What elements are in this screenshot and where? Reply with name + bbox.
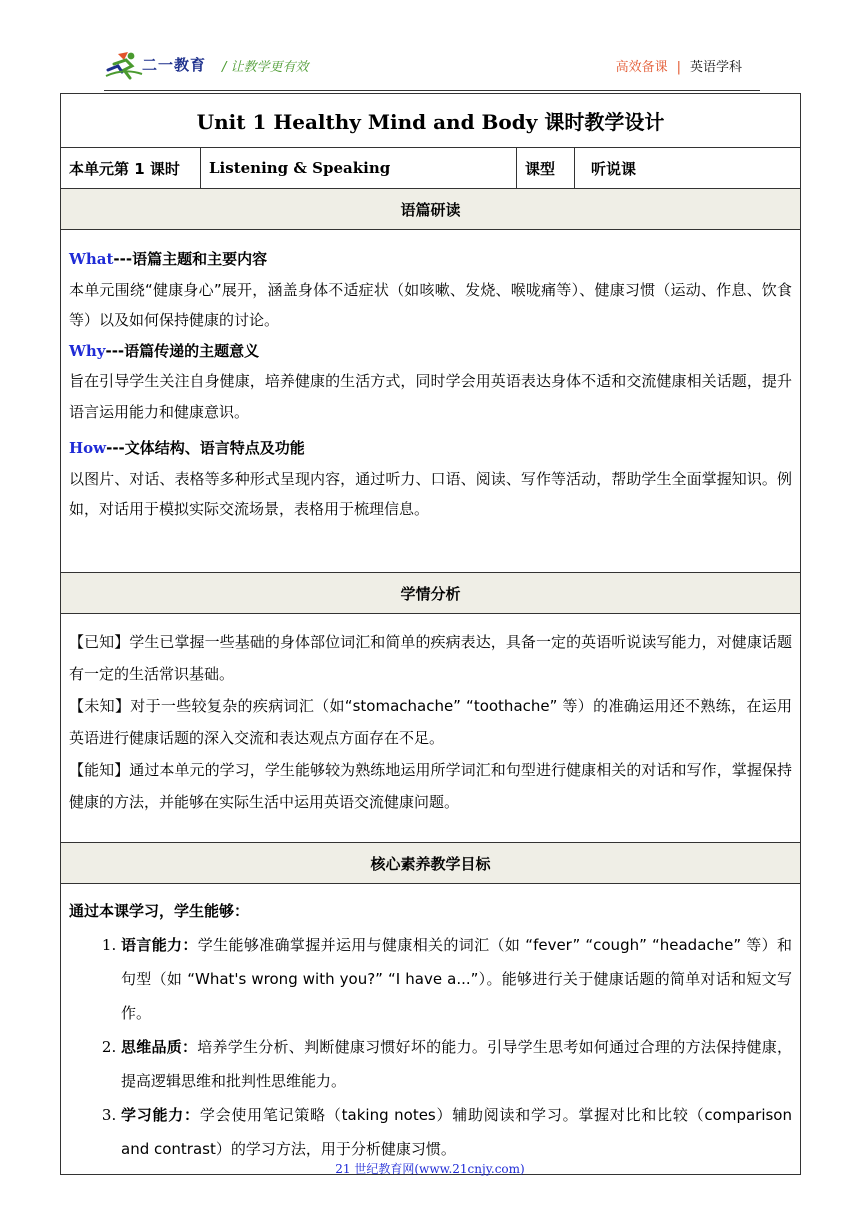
- why-heading: [69, 336, 792, 367]
- header-rule: [104, 90, 760, 91]
- goal-label: 学习能力：: [121, 1106, 200, 1124]
- goal-item: [121, 928, 792, 1030]
- page-title: Unit 1 Healthy Mind and Body 课时教学设计: [61, 94, 801, 148]
- section-header-goals: 核心素养教学目标: [61, 843, 801, 884]
- how-keyword: How: [69, 439, 107, 457]
- footer-link[interactable]: 21 世纪教育网(www.21cnjy.com): [335, 1162, 525, 1176]
- lesson-info-row: [61, 148, 801, 189]
- analysis-learnable: 【能知】通过本单元的学习，学生能够较为熟练地运用所学词汇和句型进行健康相关的对话和写作，掌握保持健康的方法，并能够在实际生活中运用英语交流健康问题。: [69, 761, 792, 811]
- student-analysis-section: [61, 614, 801, 843]
- header-divider: |: [676, 60, 681, 75]
- lesson-type-label: 课型: [517, 148, 575, 189]
- lesson-period: 本单元第 1 课时: [61, 148, 201, 189]
- header-right: [616, 56, 742, 75]
- goal-text: 学会使用笔记策略（taking notes）辅助阅读和学习。掌握对比和比较（comparison and contrast）的学习方法，用于分析健康习惯。: [121, 1106, 792, 1158]
- goal-label: 思维品质：: [121, 1038, 198, 1056]
- header-slogan: / 让教学更有效: [222, 60, 309, 75]
- text-study-section: [61, 230, 801, 573]
- lesson-plan-table: [60, 93, 801, 1175]
- lesson-topic: Listening & Speaking: [201, 148, 517, 189]
- header-tag-subject: 英语学科: [689, 60, 742, 75]
- goal-text: 学生能够准确掌握并运用与健康相关的词汇（如 “fever” “cough” “headache” 等）和句型（如 “What's wrong with you?” “I have a...”）。能够进行关于健康话题的简单对话和短文写作。: [121, 936, 792, 1022]
- logo-text: 二一教育: [142, 56, 207, 74]
- why-body: 旨在引导学生关注自身健康，培养健康的生活方式，同时学会用英语表达身体不适和交流健康相关话题，提升语言运用能力和健康意识。: [69, 372, 792, 421]
- header-tag-efficient: 高效备课: [615, 60, 668, 75]
- section-header-student-analysis: 学情分析: [61, 573, 801, 614]
- goals-intro: 通过本课学习，学生能够：: [69, 902, 250, 920]
- how-heading: [69, 433, 792, 464]
- why-keyword: Why: [69, 341, 106, 360]
- what-keyword: What: [69, 250, 114, 268]
- analysis-unknown: 【未知】对于一些较复杂的疾病词汇（如“stomachache” “toothache” 等）的准确运用还不熟练，在运用英语进行健康话题的深入交流和表达观点方面存在不足。: [69, 697, 792, 747]
- section-header-text-study: 语篇研读: [61, 189, 801, 230]
- goal-item: [121, 1030, 792, 1098]
- goal-item: [121, 1098, 792, 1166]
- how-body: 以图片、对话、表格等多种形式呈现内容，通过听力、口语、阅读、写作等活动，帮助学生全面掌握知识。例如，对话用于模拟实际交流场景，表格用于梳理信息。: [69, 469, 792, 518]
- goals-list: [69, 928, 792, 1166]
- goal-label: 语言能力：: [121, 936, 198, 954]
- goals-section: [61, 884, 801, 1175]
- what-heading-text: ---语篇主题和主要内容: [113, 250, 268, 268]
- how-heading-text: ---文体结构、语言特点及功能: [106, 439, 305, 457]
- why-heading-text: ---语篇传递的主题意义: [105, 341, 260, 360]
- analysis-known: 【已知】学生已掌握一些基础的身体部位词汇和简单的疾病表达，具备一定的英语听说读写能力，对健康话题有一定的生活常识基础。: [69, 633, 792, 683]
- what-body: 本单元围绕“健康身心”展开，涵盖身体不适症状（如咳嗽、发烧、喉咙痛等）、健康习惯（运动、作息、饮食等）以及如何保持健康的讨论。: [69, 280, 792, 329]
- page-header: [0, 0, 860, 95]
- lesson-type-value: 听说课: [575, 148, 801, 189]
- what-heading: [69, 244, 792, 275]
- goal-text: 培养学生分析、判断健康习惯好坏的能力。引导学生思考如何通过合理的方法保持健康，提高逻辑思维和批判性思维能力。: [121, 1038, 792, 1090]
